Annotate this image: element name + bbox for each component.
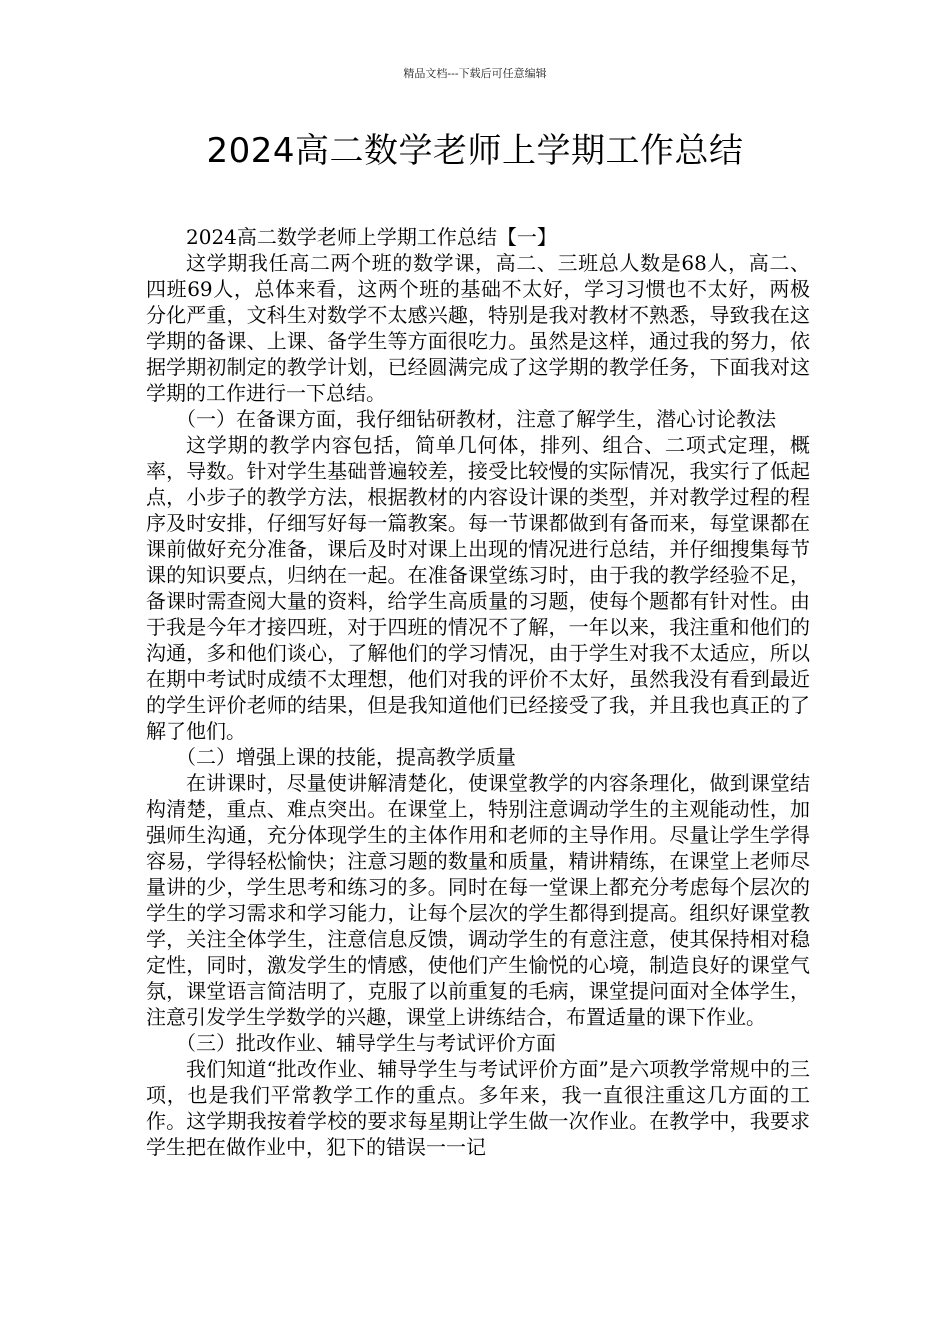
section-heading-homework: （三）批改作业、辅导学生与考试评价方面 <box>176 1031 556 1055</box>
document-body <box>146 224 810 1160</box>
paragraph-teaching-skills: 在讲课时，尽量使讲解清楚化，使课堂教学的内容条理化，做到课堂结构清楚，重点、难点突出。在课堂上，特别注意调动学生的主观能动性，加强师生沟通，充分体现学生的主体作用和老师的主导作用。尽量让学生学得容易，学得轻松愉快；注意习题的数量和质量，精讲精练，在课堂上老师尽量讲的少，学生思考和练习的多。同时在每一堂课上都充分考虑每个层次的学生的学习需求和学习能力，让每个层次的学生都得到提高。组织好课堂教学，关注全体学生，注意信息反馈，调动学生的有意注意，使其保持相对稳定性，同时，激发学生的情感，使他们产生愉悦的心境，制造良好的课堂气氛，课堂语言简洁明了，克服了以前重复的毛病，课堂提问面对全体学生，注意引发学生学数学的兴趣，课堂上讲练结合，布置适量的课下作业。 <box>146 771 810 1029</box>
header-note: 精品文档---下载后可任意编辑 <box>403 67 547 80</box>
section-heading-teaching-skills: （二）增强上课的技能，提高教学质量 <box>176 745 516 769</box>
paragraph-intro: 这学期我任高二两个班的数学课，高二、三班总人数是68人，高二、四班69人，总体来看，这两个班的基础不太好，学习习惯也不太好，两极分化严重，文科生对数学不太感兴趣，特别是我对教材不熟悉，导致我在这学期的备课、上课、备学生等方面很吃力。虽然是这样，通过我的努力，依据学期初制定的教学计划，已经圆满完成了这学期的教学任务，下面我对这学期的工作进行一下总结。 <box>146 251 810 405</box>
section-subtitle: 2024高二数学老师上学期工作总结【一】 <box>186 225 557 249</box>
paragraph-homework: 我们知道“批改作业、辅导学生与考试评价方面”是六项教学常规中的三项，也是我们平常教学工作的重点。多年来，我一直很注重这几方面的工作。这学期我按着学校的要求每星期让学生做一次作业。在教学中，我要求学生把在做作业中，犯下的错误一一记 <box>146 1057 810 1159</box>
paragraph-lesson-prep: 这学期的教学内容包括，简单几何体，排列、组合、二项式定理，概率，导数。针对学生基础普遍较差，接受比较慢的实际情况，我实行了低起点，小步子的教学方法，根据教材的内容设计课的类型，并对教学过程的程序及时安排，仔细写好每一篇教案。每一节课都做到有备而来，每堂课都在课前做好充分准备，课后及时对课上出现的情况进行总结，并仔细搜集每节课的知识要点，归纳在一起。在准备课堂练习时，由于我的教学经验不足，备课时需查阅大量的资料，给学生高质量的习题，使每个题都有针对性。由于我是今年才接四班，对于四班的情况不了解，一年以来，我注重和他们的沟通，多和他们谈心，了解他们的学习情况，由于学生对我不太适应，所以在期中考试时成绩不太理想，他们对我的评价不太好，虽然我没有看到最近的学生评价老师的结果，但是我知道他们已经接受了我，并且我也真正的了解了他们。 <box>146 433 810 743</box>
section-heading-lesson-prep: （一）在备课方面，我仔细钻研教材，注意了解学生，潜心讨论教法 <box>176 407 776 431</box>
document-title: 2024高二数学老师上学期工作总结 <box>206 131 744 171</box>
